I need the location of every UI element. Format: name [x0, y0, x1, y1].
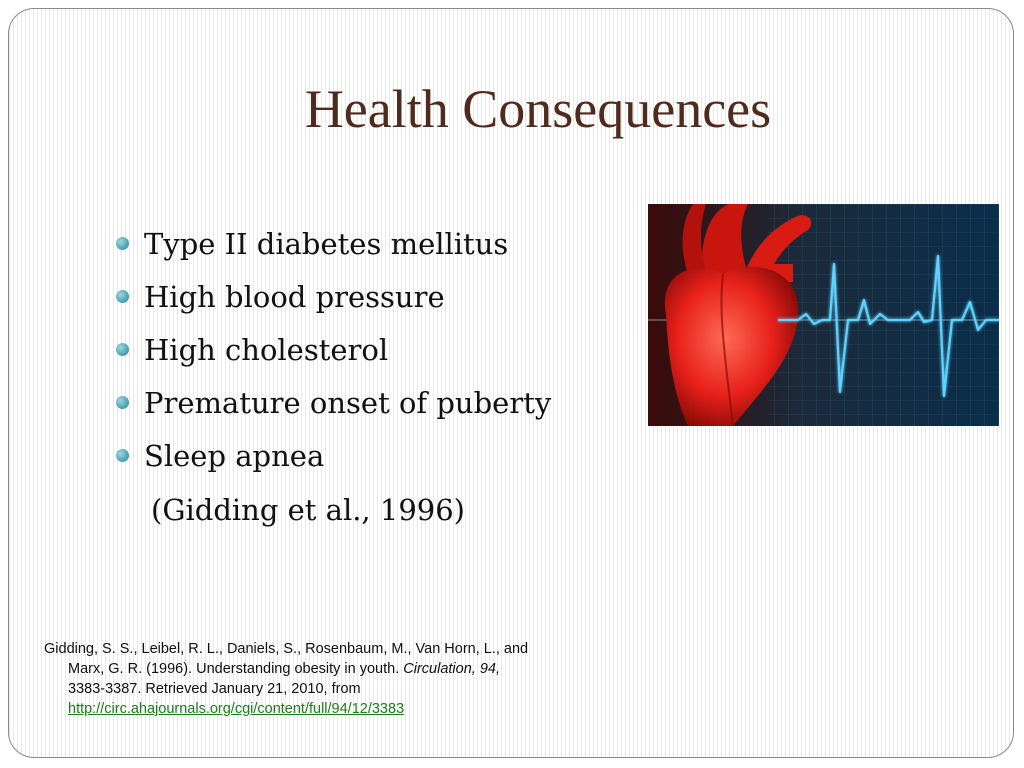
- bullet-item: [116, 275, 551, 328]
- heart-ecg-image: [648, 204, 999, 426]
- bullet-item: [116, 434, 551, 487]
- bullet-icon: [116, 290, 129, 303]
- bullet-text: Premature onset of puberty: [144, 386, 552, 420]
- reference-text: Marx, G. R. (1996). Understanding obesity in youth.: [68, 661, 404, 677]
- bullet-icon: [116, 237, 129, 250]
- reference-url-line: [44, 699, 644, 719]
- inline-citation: (Gidding et al., 1996): [151, 493, 465, 527]
- reference-line: 3383-3387. Retrieved January 21, 2010, from: [68, 681, 361, 697]
- reference-journal: Circulation, 94,: [403, 661, 500, 677]
- reference-line: Gidding, S. S., Leibel, R. L., Daniels, S., Rosenbaum, M., Van Horn, L., and: [44, 641, 529, 657]
- bullet-item: [116, 381, 551, 434]
- bullet-icon: [116, 396, 129, 409]
- bullet-icon: [116, 343, 129, 356]
- reference-line: [44, 659, 644, 679]
- bullet-list: [116, 222, 551, 487]
- reference-citation: [44, 639, 644, 719]
- slide-title: Health Consequences: [304, 79, 772, 139]
- bullet-text: Type II diabetes mellitus: [144, 227, 509, 261]
- bullet-item: [116, 222, 551, 275]
- bullet-item: [116, 328, 551, 381]
- reference-link[interactable]: http://circ.ahajournals.org/cgi/content/full/94/12/3383: [68, 701, 405, 717]
- bullet-text: High blood pressure: [144, 280, 445, 314]
- bullet-text: Sleep apnea: [144, 439, 325, 473]
- bullet-icon: [116, 449, 129, 462]
- bullet-text: High cholesterol: [144, 333, 389, 367]
